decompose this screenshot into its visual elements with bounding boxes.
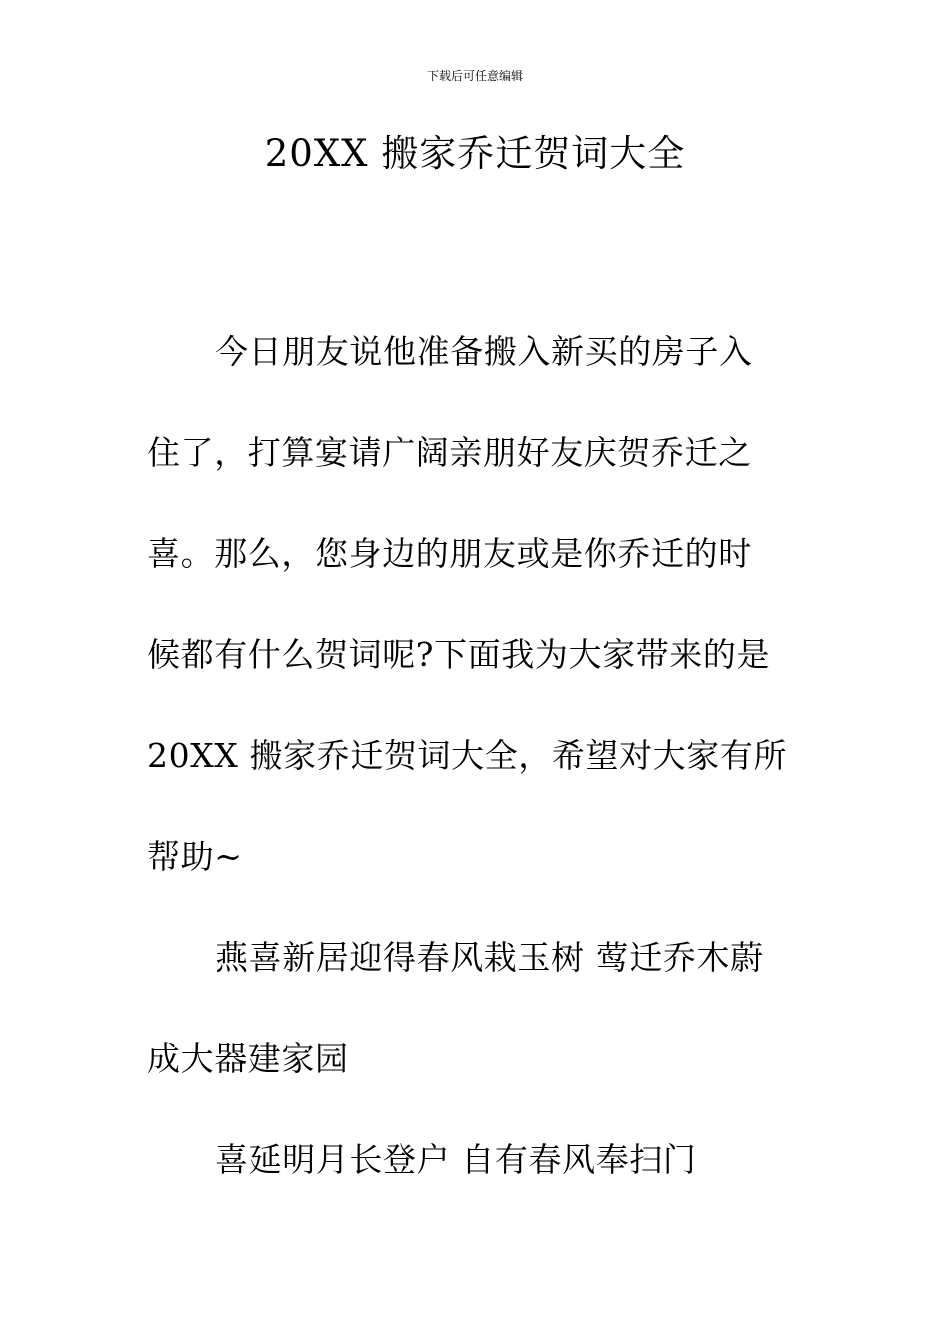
paragraph-couplet-1 — [147, 907, 807, 1109]
paragraph-line: 喜延明月长登户 自有春风奉扫门 — [215, 1140, 697, 1179]
paragraph-line: 帮助~ — [147, 837, 243, 876]
paragraph-intro — [147, 301, 807, 907]
paragraph-line: 候都有什么贺词呢?下面我为大家带来的是 — [147, 635, 771, 674]
header-note: 下载后可任意编辑 — [426, 69, 523, 83]
paragraph-line: 住了，打算宴请广阔亲朋好友庆贺乔迁之 — [147, 433, 752, 472]
paragraph-line: 今日朋友说他准备搬入新买的房子入 — [215, 332, 753, 371]
paragraph-line: 20XX 搬家乔迁贺词大全，希望对大家有所 — [147, 736, 788, 775]
paragraph-line: 成大器建家园 — [147, 1039, 349, 1078]
paragraph-couplet-2 — [147, 1109, 807, 1210]
paragraph-line: 喜。那么，您身边的朋友或是你乔迁的时 — [147, 534, 752, 573]
paragraph-line: 燕喜新居迎得春风栽玉树 莺迁乔木蔚 — [215, 938, 764, 977]
document-body — [147, 301, 807, 1210]
document-title: 20XX 搬家乔迁贺词大全 — [264, 132, 686, 175]
